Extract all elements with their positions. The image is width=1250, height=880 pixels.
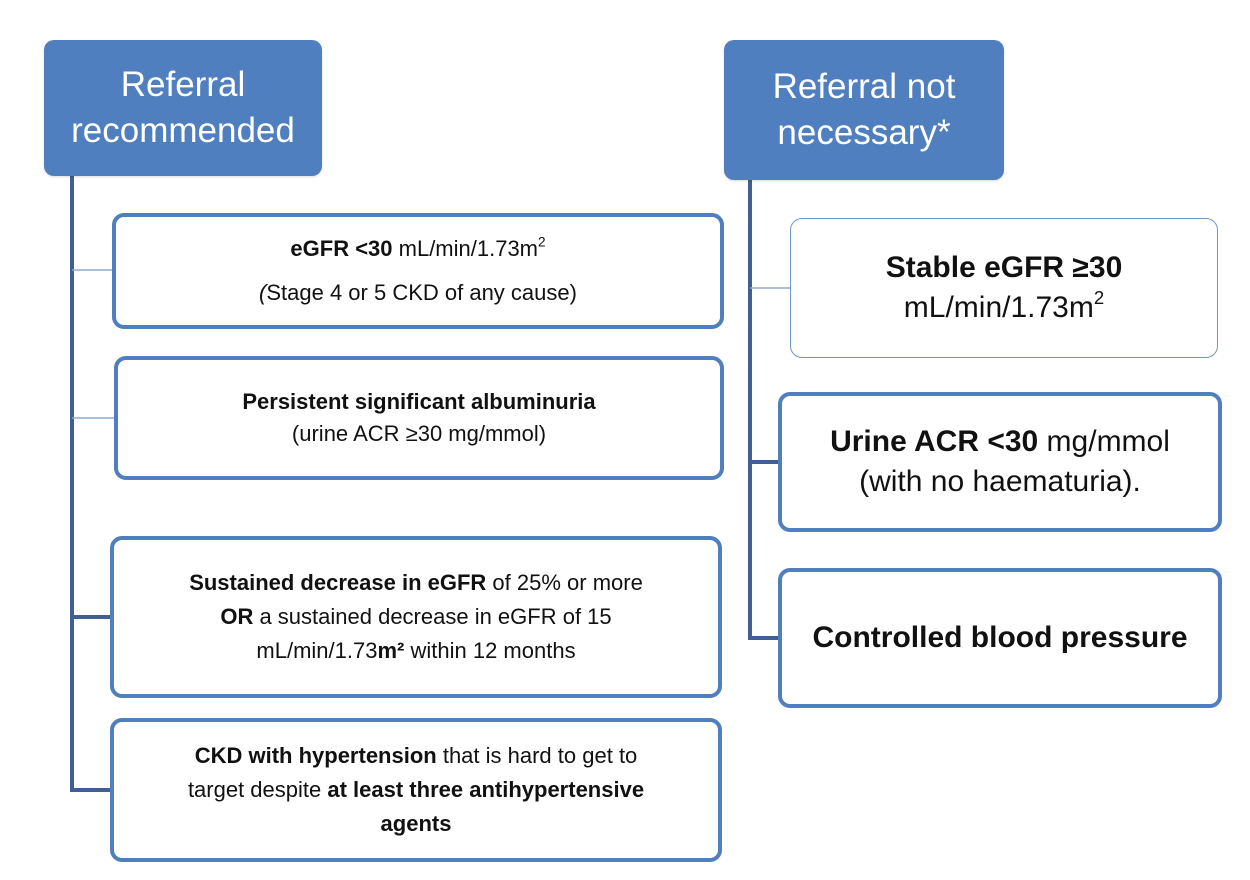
- header-line: Referral not: [772, 67, 956, 106]
- box-text: mL/min/1.73: [256, 638, 378, 663]
- bold-text: agents: [380, 811, 452, 836]
- egfr-decrease-box: [110, 536, 722, 698]
- box-line: [256, 634, 575, 668]
- box-text: of 25% or more: [486, 570, 643, 595]
- box-text: a sustained decrease in eGFR of 15: [253, 604, 612, 629]
- box-subtext: (with no haematuria).: [859, 465, 1141, 498]
- box-line: [242, 386, 595, 418]
- bold-text: CKD with hypertension: [194, 743, 437, 768]
- italic-paren: (: [259, 280, 267, 305]
- box-line: [188, 773, 644, 807]
- box-line: [830, 422, 1170, 462]
- hypertension-box: [110, 718, 722, 862]
- box-subtext: (urine ACR ≥30 mg/mmol): [291, 421, 547, 446]
- header-line: recommended: [71, 111, 295, 150]
- box-text: mg/mmol: [1038, 425, 1170, 458]
- superscript: 2: [1093, 286, 1105, 308]
- box-text: that is hard to get to: [436, 743, 638, 768]
- bold-text: Sustained decrease in eGFR: [189, 570, 487, 595]
- stable-egfr-box: [790, 218, 1218, 358]
- bold-text: Persistent significant albuminuria: [242, 389, 596, 414]
- box-line: [381, 807, 452, 841]
- bold-text: Stable eGFR ≥30: [885, 251, 1123, 284]
- box-text: mL/min/1.73m: [903, 291, 1094, 324]
- bold-text: m²: [377, 638, 405, 663]
- box-subtext: Stage 4 or 5 CKD of any cause): [266, 280, 577, 305]
- box-text: mL/min/1.73m: [392, 236, 539, 261]
- bold-text: OR: [220, 604, 254, 629]
- box-line: [189, 566, 643, 600]
- box-text: target despite: [187, 777, 328, 802]
- superscript: 2: [538, 234, 546, 250]
- bold-text: eGFR <30: [290, 236, 393, 261]
- box-line: [290, 227, 545, 271]
- bold-text: Urine ACR <30: [830, 425, 1039, 458]
- referral-not-necessary-header: [724, 40, 1004, 180]
- bold-text: Controlled blood pressure: [812, 621, 1188, 654]
- box-line: [886, 248, 1123, 288]
- header-line: Referral: [120, 65, 246, 104]
- box-line: [259, 271, 577, 315]
- albuminuria-box: [114, 356, 724, 480]
- box-line: [220, 600, 611, 634]
- egfr-below-30-box: [112, 213, 724, 329]
- header-line: necessary*: [777, 113, 951, 152]
- referral-recommended-header: [44, 40, 322, 176]
- urine-acr-box: [778, 392, 1222, 532]
- bold-text: at least three antihypertensive: [327, 777, 645, 802]
- box-line: [904, 288, 1104, 328]
- blood-pressure-box: [778, 568, 1222, 708]
- box-line: [195, 739, 638, 773]
- box-text: within 12 months: [404, 638, 576, 663]
- box-line: [812, 618, 1187, 658]
